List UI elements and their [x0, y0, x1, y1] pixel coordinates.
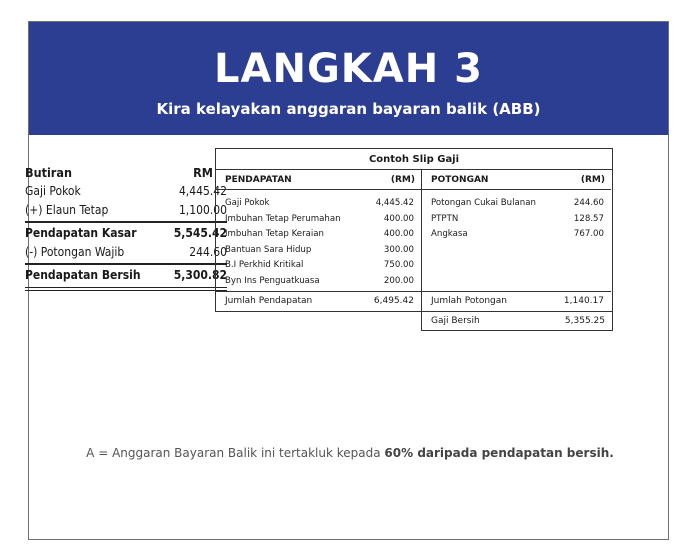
list-item [422, 196, 611, 212]
total-label: Jumlah Pendapatan [225, 296, 313, 306]
item-label: Imbuhan Tetap Keraian [225, 229, 324, 239]
item-label: Angkasa [431, 229, 468, 239]
divider [25, 263, 227, 265]
item-label: Bantuan Sara Hidup [225, 244, 312, 255]
summary-row-value: 5,300.82 [173, 268, 227, 282]
item-label: Gaji Pokok [225, 198, 270, 208]
summary-row-label: Pendapatan Kasar [25, 226, 137, 240]
summary-row-value: 5,545.42 [173, 226, 227, 240]
item-value: 300.00 [383, 244, 414, 255]
item-value: 244.60 [573, 198, 604, 208]
income-items [216, 190, 421, 289]
summary-table [25, 163, 227, 292]
summary-row [25, 201, 227, 220]
header-banner [29, 22, 668, 135]
page-subtitle: Kira kelayakan anggaran bayaran balik (ABB) [156, 100, 541, 118]
summary-row-label: (-) Potongan Wajib [25, 245, 125, 259]
summary-row-value: 1,100.00 [178, 203, 227, 217]
list-item [216, 258, 421, 274]
list-item [216, 243, 421, 259]
footnote-emphasis: 60% daripada pendapatan bersih. [384, 446, 614, 460]
item-value: 400.00 [383, 213, 414, 224]
item-label: PTPTN [431, 213, 459, 224]
divider [25, 221, 227, 223]
footnote-text: A = Anggaran Bayaran Balik ini tertakluk kepada [86, 446, 385, 460]
list-item [216, 274, 421, 290]
summary-row-label: Pendapatan Bersih [25, 268, 141, 282]
item-label: B.I Perkhid Kritikal [225, 260, 304, 270]
item-value: 4,445.42 [375, 198, 414, 208]
summary-header-label: Butiran [25, 165, 72, 180]
item-value: 200.00 [383, 275, 414, 286]
summary-row [25, 243, 227, 262]
list-item [216, 212, 421, 228]
summary-row-label: (+) Elaun Tetap [25, 203, 109, 217]
double-underline [25, 287, 227, 288]
summary-row-label: Gaji Pokok [25, 184, 81, 198]
page-title: LANGKAH 3 [214, 46, 483, 92]
net-salary-value: 5,355.25 [564, 316, 605, 326]
total-value: 1,140.17 [563, 296, 604, 306]
item-value: 767.00 [573, 229, 604, 239]
deduction-total [422, 291, 611, 311]
income-header-unit: (RM) [390, 175, 415, 185]
deduction-column [422, 170, 611, 311]
income-total [216, 291, 421, 311]
deduction-items [422, 190, 611, 289]
summary-row [25, 182, 227, 201]
deduction-header-label: POTONGAN [431, 175, 489, 185]
total-label: Jumlah Potongan [431, 296, 507, 306]
summary-header [25, 163, 227, 182]
summary-row-value: 244.60 [189, 245, 227, 259]
net-salary-label: Gaji Bersih [431, 316, 480, 326]
item-label: Potongan Cukai Bulanan [431, 198, 536, 208]
summary-row-net [25, 266, 227, 285]
summary-row-value: 4,445.42 [178, 184, 227, 198]
list-item [216, 227, 421, 243]
total-value: 6,495.42 [373, 296, 414, 306]
income-header-label: PENDAPATAN [225, 175, 292, 185]
item-label: Byn Ins Penguatkuasa [225, 275, 320, 286]
list-item [216, 196, 421, 212]
item-value: 750.00 [383, 260, 414, 270]
item-value: 128.57 [573, 213, 604, 224]
sample-payslip [215, 148, 613, 312]
list-item [422, 227, 611, 243]
net-salary-row [421, 312, 613, 331]
payslip-title: Contoh Slip Gaji [216, 149, 612, 170]
deduction-header-unit: (RM) [580, 175, 605, 185]
income-column [216, 170, 422, 311]
item-value: 400.00 [383, 229, 414, 239]
deduction-header [422, 170, 611, 190]
footnote [0, 446, 700, 460]
summary-header-unit: RM [193, 165, 213, 180]
summary-row-gross [25, 224, 227, 243]
item-label: Imbuhan Tetap Perumahan [225, 213, 341, 224]
list-item [422, 212, 611, 228]
income-header [216, 170, 421, 190]
